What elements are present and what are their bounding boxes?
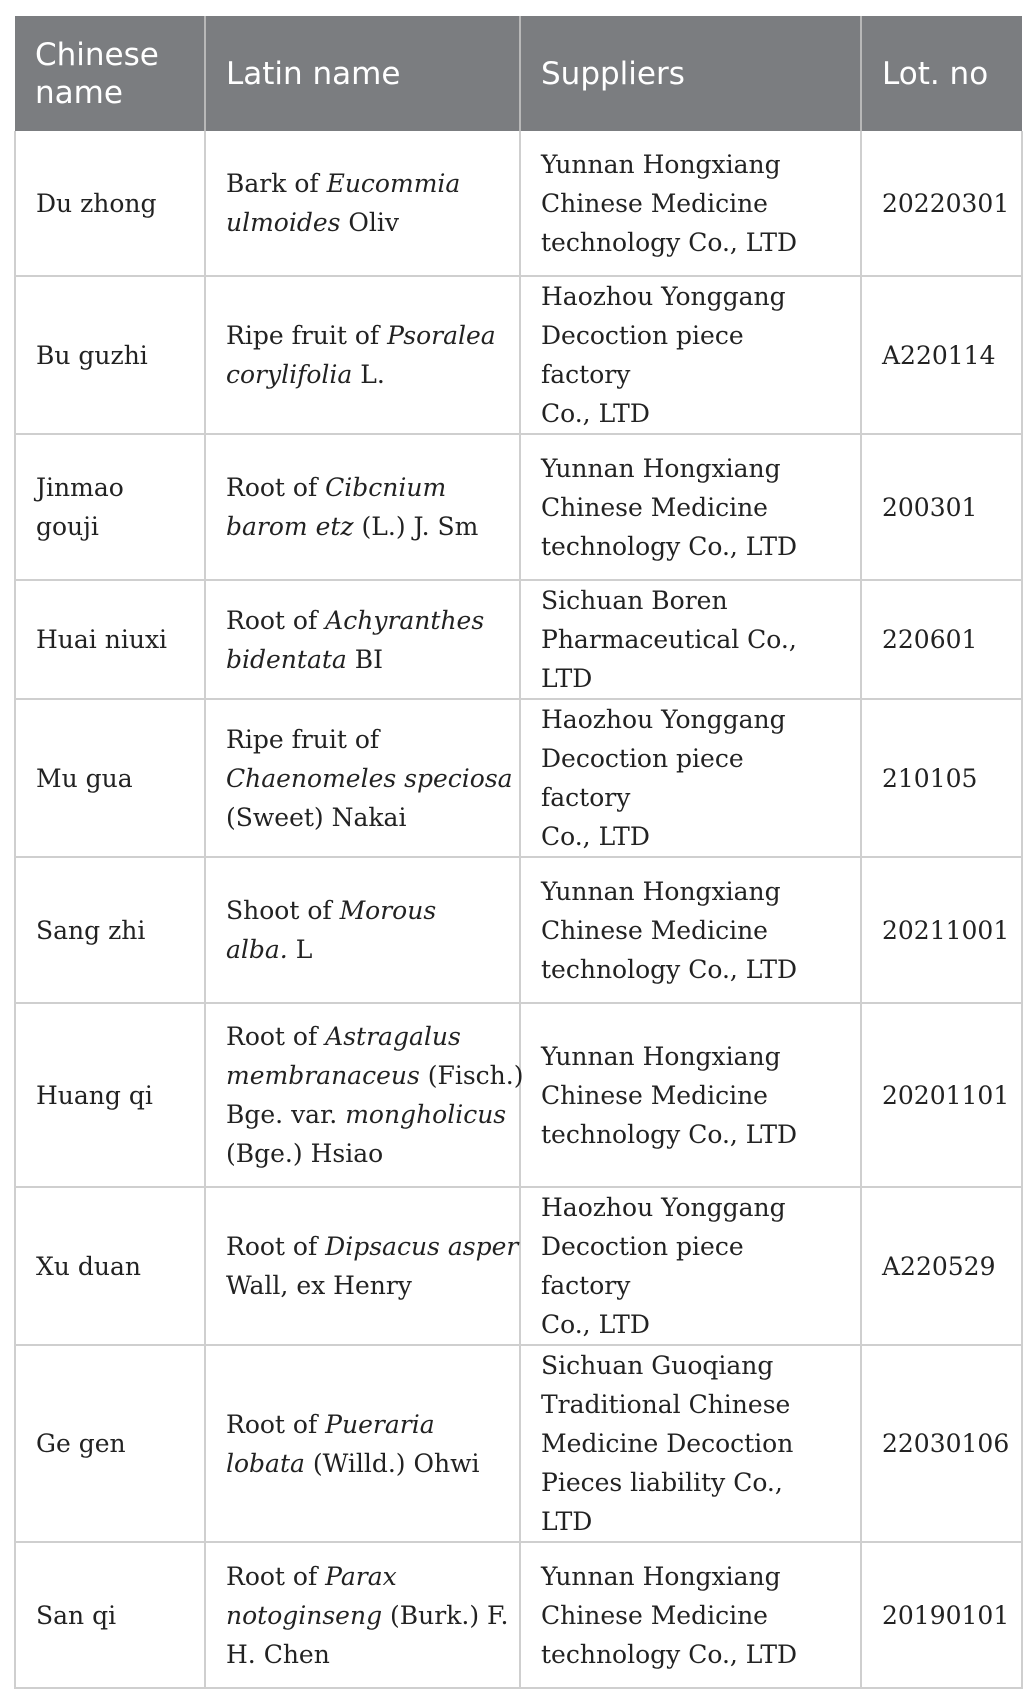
table-row xyxy=(15,699,1022,857)
cell-latin-name: Root of Cibcnium barom etz (L.) J. Sm xyxy=(205,434,520,580)
cell-latin-name: Bark of Eucommia ulmoides Oliv xyxy=(205,131,520,276)
header-latin-name: Latin name xyxy=(205,16,520,131)
table-row xyxy=(15,1542,1022,1688)
table-row xyxy=(15,1187,1022,1345)
cell-chinese-name: Mu gua xyxy=(15,699,205,857)
herb-supplier-table xyxy=(14,16,1023,1689)
table-row xyxy=(15,857,1022,1003)
cell-supplier: Yunnan Hongxiang Chinese Medicine technology Co., LTD xyxy=(520,131,861,276)
table-row xyxy=(15,1345,1022,1542)
header-chinese-name: Chinese name xyxy=(15,16,205,131)
cell-chinese-name: Du zhong xyxy=(15,131,205,276)
header-row xyxy=(15,16,1022,131)
table-row xyxy=(15,131,1022,276)
header-lot-no: Lot. no xyxy=(861,16,1022,131)
cell-lot-no: 20211001 xyxy=(861,857,1022,1003)
table-row xyxy=(15,580,1022,699)
cell-chinese-name: Sang zhi xyxy=(15,857,205,1003)
cell-latin-name: Root of Dipsacus asper Wall, ex Henry xyxy=(205,1187,520,1345)
cell-lot-no: 220601 xyxy=(861,580,1022,699)
cell-supplier: Yunnan Hongxiang Chinese Medicine technology Co., LTD xyxy=(520,1003,861,1187)
cell-lot-no: 20190101 xyxy=(861,1542,1022,1688)
cell-chinese-name: Ge gen xyxy=(15,1345,205,1542)
cell-supplier: Yunnan Hongxiang Chinese Medicine technology Co., LTD xyxy=(520,857,861,1003)
cell-lot-no: 210105 xyxy=(861,699,1022,857)
cell-supplier: Haozhou Yonggang Decoction piece factory Co., LTD xyxy=(520,699,861,857)
cell-chinese-name: San qi xyxy=(15,1542,205,1688)
cell-latin-name: Root of Pueraria lobata (Willd.) Ohwi xyxy=(205,1345,520,1542)
cell-lot-no: 200301 xyxy=(861,434,1022,580)
cell-chinese-name: Huai niuxi xyxy=(15,580,205,699)
cell-lot-no: A220114 xyxy=(861,276,1022,434)
cell-supplier: Sichuan Boren Pharmaceutical Co., LTD xyxy=(520,580,861,699)
cell-latin-name: Root of Parax notoginseng (Burk.) F. H. Chen xyxy=(205,1542,520,1688)
cell-lot-no: 22030106 xyxy=(861,1345,1022,1542)
cell-lot-no: 20220301 xyxy=(861,131,1022,276)
table-row xyxy=(15,276,1022,434)
cell-chinese-name: Huang qi xyxy=(15,1003,205,1187)
header-suppliers: Suppliers xyxy=(520,16,861,131)
cell-supplier: Haozhou Yonggang Decoction piece factory Co., LTD xyxy=(520,1187,861,1345)
cell-chinese-name: Bu guzhi xyxy=(15,276,205,434)
cell-supplier: Sichuan Guoqiang Traditional Chinese Medicine Decoction Pieces liability Co., LTD xyxy=(520,1345,861,1542)
cell-chinese-name: Jinmao gouji xyxy=(15,434,205,580)
cell-latin-name: Root of Achyranthes bidentata BI xyxy=(205,580,520,699)
cell-supplier: Yunnan Hongxiang Chinese Medicine technology Co., LTD xyxy=(520,434,861,580)
cell-latin-name: Ripe fruit of Psoralea corylifolia L. xyxy=(205,276,520,434)
cell-chinese-name: Xu duan xyxy=(15,1187,205,1345)
cell-supplier: Yunnan Hongxiang Chinese Medicine technology Co., LTD xyxy=(520,1542,861,1688)
cell-lot-no: A220529 xyxy=(861,1187,1022,1345)
cell-supplier: Haozhou Yonggang Decoction piece factory Co., LTD xyxy=(520,276,861,434)
table-row xyxy=(15,434,1022,580)
cell-latin-name: Shoot of Morous alba. L xyxy=(205,857,520,1003)
cell-latin-name: Root of Astragalus membranaceus (Fisch.) Bge. var. mongholicus (Bge.) Hsiao xyxy=(205,1003,520,1187)
table-row xyxy=(15,1003,1022,1187)
cell-lot-no: 20201101 xyxy=(861,1003,1022,1187)
cell-latin-name: Ripe fruit of Chaenomeles speciosa (Sweet) Nakai xyxy=(205,699,520,857)
